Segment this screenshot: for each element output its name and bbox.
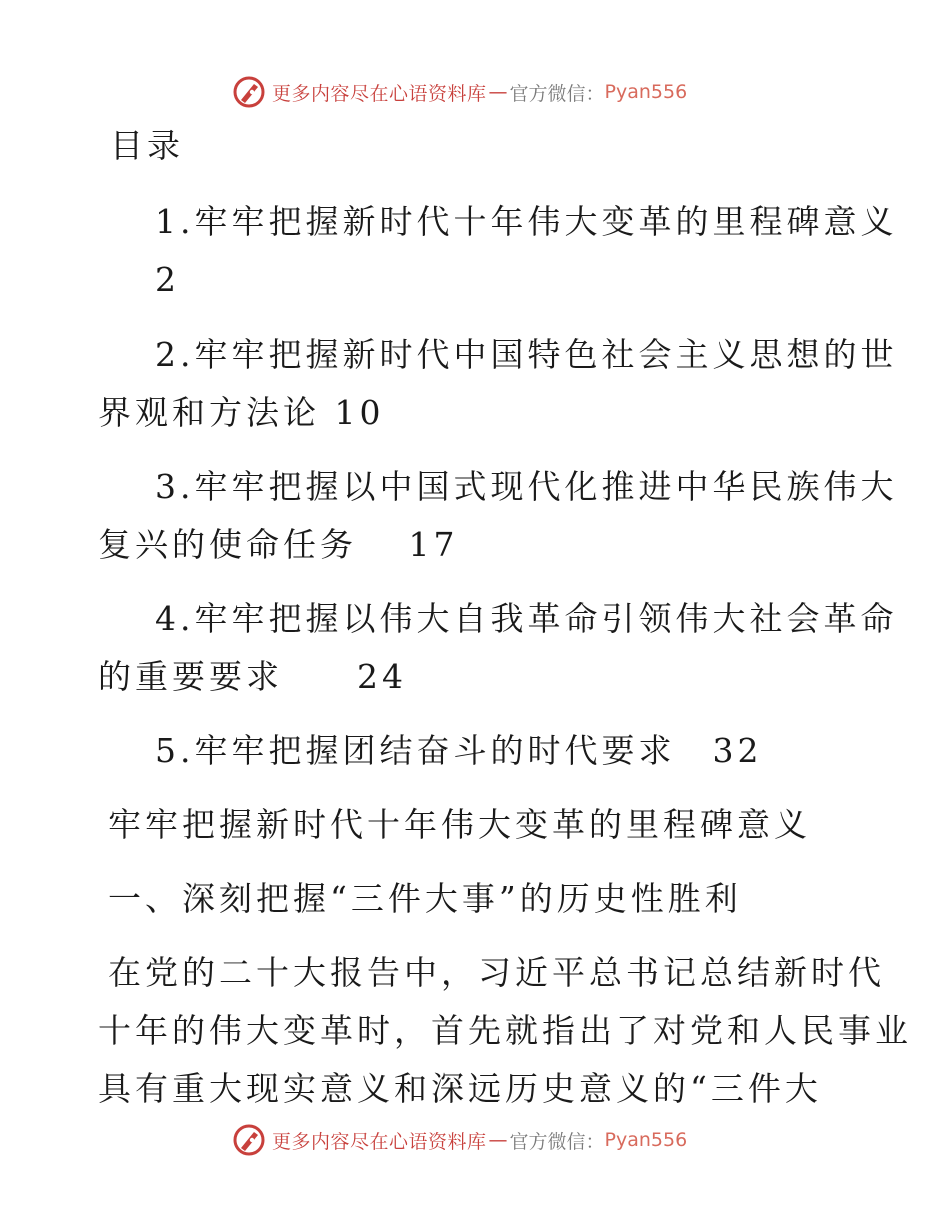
section-heading: 一、深刻把握“三件大事”的历史性胜利 <box>108 879 742 918</box>
toc-item-2-line1: 2.牢牢把握新时代中国特色社会主义思想的世 <box>155 335 898 374</box>
toc-item-4-line1: 4.牢牢把握以伟大自我革命引领伟大社会革命 <box>155 599 898 638</box>
toc-heading: 目录 <box>110 126 184 165</box>
watermark-brand: 更多内容尽在心语资料库 <box>272 82 487 105</box>
paragraph-line-3: 具有重大现实意义和深远历史意义的“三件大 <box>98 1069 822 1108</box>
watermark-separator: — <box>488 1129 508 1151</box>
document-title: 牢牢把握新时代十年伟大变革的里程碑意义 <box>108 805 811 844</box>
paragraph-line-1: 在党的二十大报告中，习近平总书记总结新时代 <box>108 953 885 992</box>
watermark-wechat-id: Pyan556 <box>604 1129 688 1151</box>
watermark-label: 官方微信： <box>509 1130 605 1153</box>
paragraph-line-2: 十年的伟大变革时，首先就指出了对党和人民事业 <box>98 1011 912 1050</box>
toc-item-1-line2: 2 <box>155 260 180 299</box>
watermark-label: 官方微信： <box>509 82 605 105</box>
toc-item-2-line2: 界观和方法论 10 <box>98 393 385 432</box>
toc-item-3-line2: 复兴的使命任务 17 <box>98 525 459 564</box>
toc-item-1-line1: 1.牢牢把握新时代十年伟大变革的里程碑意义 <box>155 202 898 241</box>
toc-item-5-line1: 5.牢牢把握团结奋斗的时代要求 32 <box>155 731 763 770</box>
watermark-wechat-id: Pyan556 <box>604 81 688 103</box>
pen-circle-logo-icon <box>232 1123 266 1157</box>
toc-item-3-line1: 3.牢牢把握以中国式现代化推进中华民族伟大 <box>155 467 898 506</box>
footer-watermark <box>232 1120 752 1160</box>
watermark-brand: 更多内容尽在心语资料库 <box>272 1130 487 1153</box>
toc-item-4-line2: 的重要要求 24 <box>98 657 407 696</box>
watermark-separator: — <box>488 81 508 103</box>
